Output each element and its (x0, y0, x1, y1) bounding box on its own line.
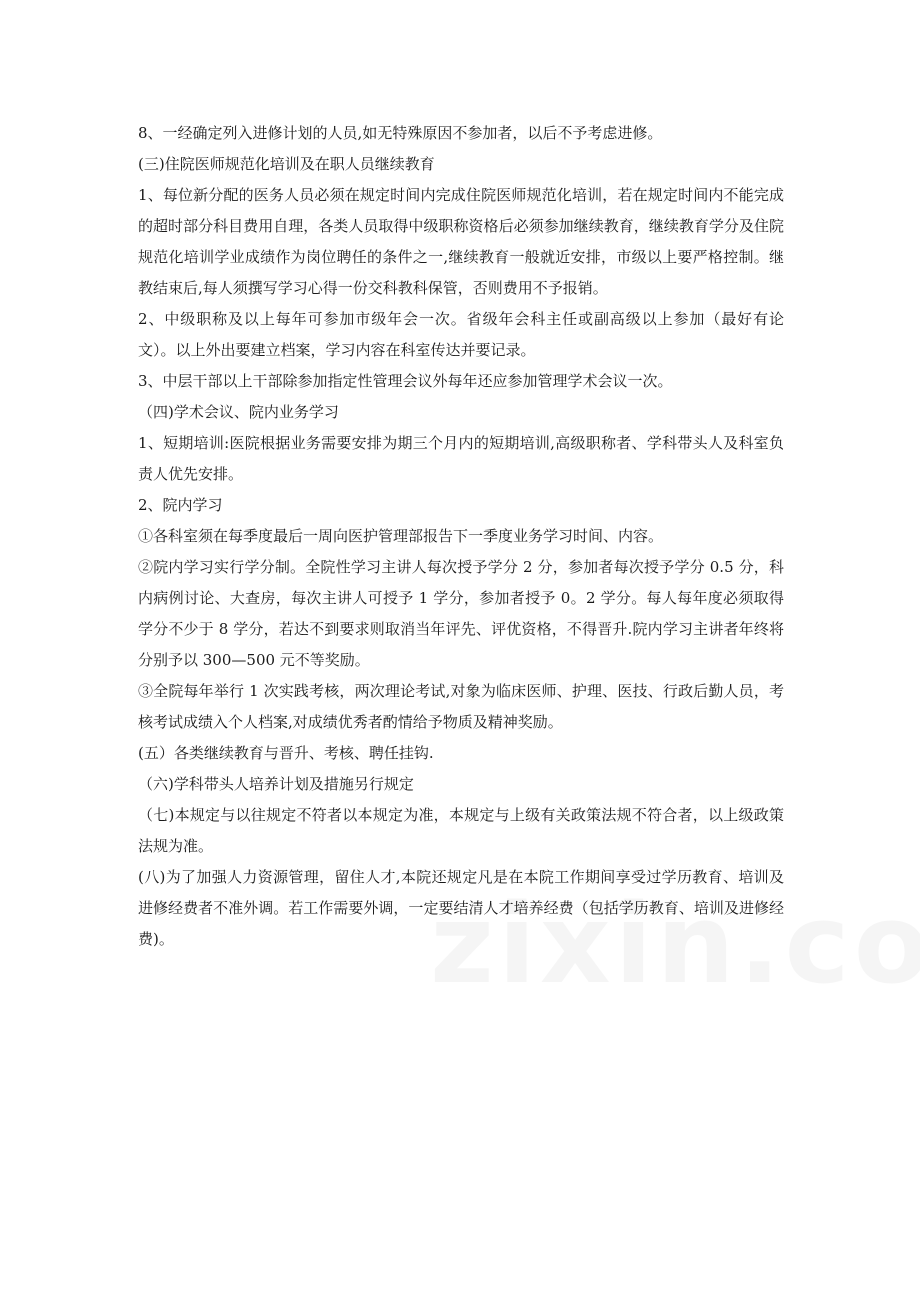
paragraph-4-2-b: ②院内学习实行学分制。全院性学习主讲人每次授予学分 2 分，参加者每次授予学分 0.5 分，科内病例讨论、大查房，每次主讲人可授予 1 学分，参加者授予 0。2 学分。每人每年度必须取得学分不少于 8 学分，若达不到要求则取消当年评先、评优资格，不得晋升.院内学习主讲者年终将分别予以 300—500 元不等奖励。 (138, 558, 784, 669)
paragraph-3-1: 1、每位新分配的医务人员必须在规定时间内完成住院医师规范化培训，若在规定时间内不能完成的超时部分科目费用自理，各类人员取得中级职称资格后必须参加继续教育，继续教育学分及住院规范化培训学业成绩作为岗位聘任的条件之一,继续教育一般就近安排，市级以上要严格控制。继教结束后,每人须撰写学习心得一份交科教科保管，否则费用不予报销。 (138, 186, 784, 297)
section-6: （六)学科带头人培养计划及措施另行规定 (138, 775, 414, 793)
paragraph-4-2-a: ①各科室须在每季度最后一周向医护管理部报告下一季度业务学习时间、内容。 (138, 527, 664, 545)
section-5: (五）各类继续教育与晋升、考核、聘任挂钩. (138, 744, 434, 762)
paragraph-4-2-c: ③全院每年举行 1 次实践考核，两次理论考试,对象为临床医师、护理、医技、行政后勤人员，考核考试成绩入个人档案,对成绩优秀者酌情给予物质及精神奖励。 (138, 682, 784, 731)
paragraph-item-8: 8、一经确定列入进修计划的人员,如无特殊原因不参加者，以后不予考虑进修。 (138, 124, 663, 142)
document-body (138, 118, 784, 955)
section-8: (八)为了加强人力资源管理，留住人才,本院还规定凡是在本院工作期间享受过学历教育、培训及进修经费者不准外调。若工作需要外调，一定要结清人才培养经费（包括学历教育、培训及进修经费)。 (138, 868, 784, 948)
section-heading-3: (三)住院医师规范化培训及在职人员继续教育 (138, 155, 435, 173)
section-heading-4: （四)学术会议、院内业务学习 (138, 403, 339, 421)
paragraph-4-1: 1、短期培训:医院根据业务需要安排为期三个月内的短期培训,高级职称者、学科带头人及科室负责人优先安排。 (138, 434, 784, 483)
paragraph-3-2: 2、中级职称及以上每年可参加市级年会一次。省级年会科主任或副高级以上参加（最好有论文）。以上外出要建立档案，学习内容在科室传达并要记录。 (138, 310, 784, 359)
paragraph-3-3: 3、中层干部以上干部除参加指定性管理会议外每年还应参加管理学术会议一次。 (138, 372, 673, 390)
section-7: （七)本规定与以往规定不符者以本规定为准，本规定与上级有关政策法规不符合者，以上级政策法规为准。 (138, 806, 784, 855)
paragraph-4-2: 2、院内学习 (138, 496, 223, 514)
